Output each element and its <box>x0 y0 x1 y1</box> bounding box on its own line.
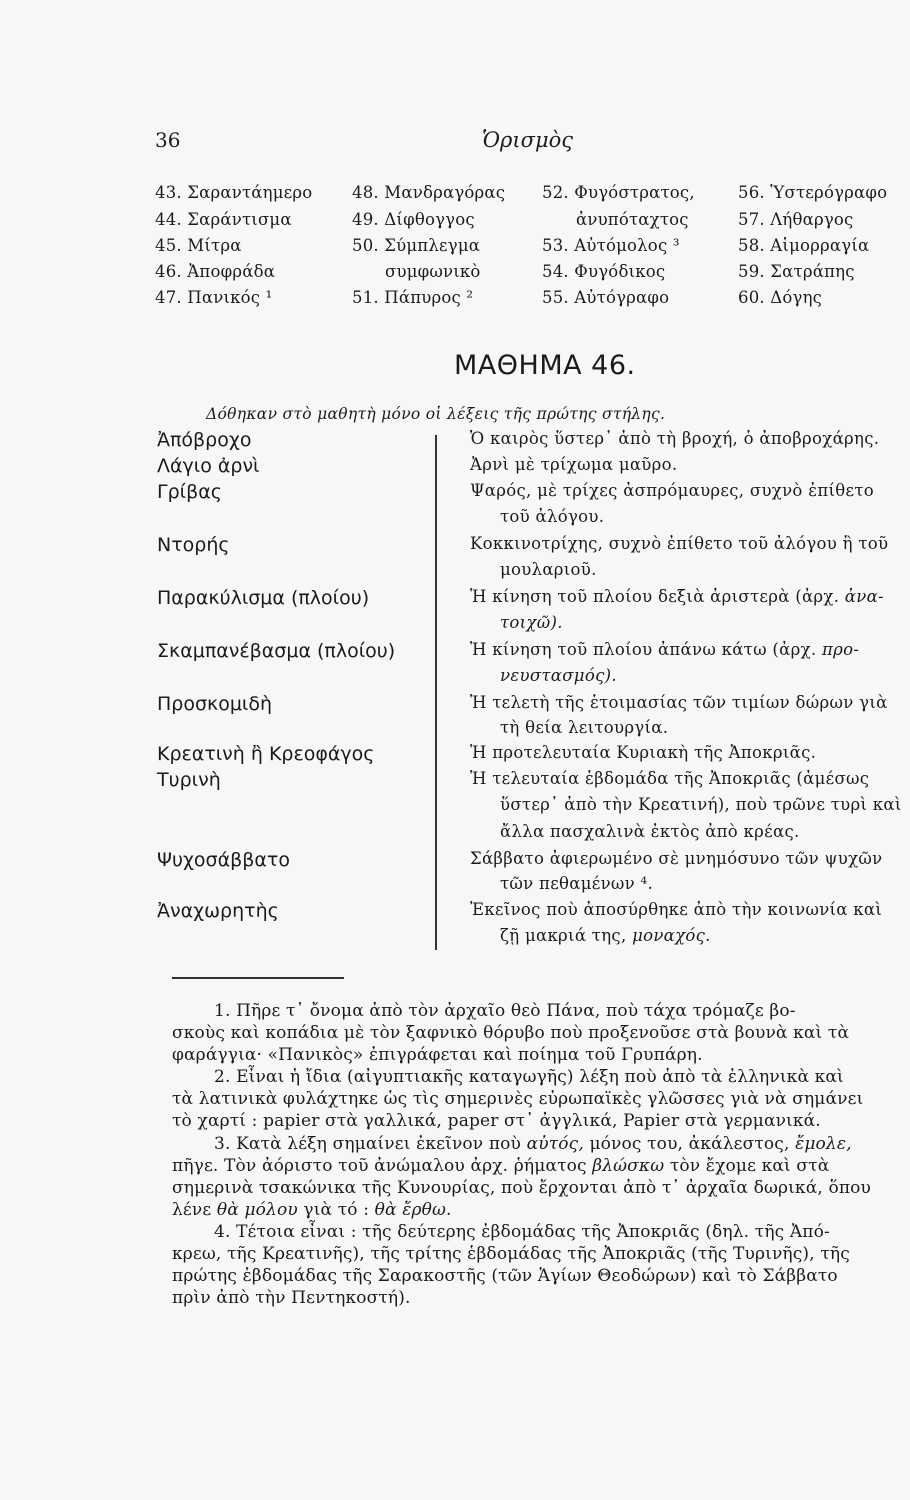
footnote-line: σκοὺς καὶ κοπάδια μὲ τὸν ξαφνικὸ θόρυβο ποὺ προξενοῦσε στὰ βουνὰ καὶ τὰ <box>172 1023 850 1043</box>
term: Κρεατινὴ ἢ Κρεοφάγος <box>157 743 375 765</box>
definition-italic: προ- <box>821 640 860 659</box>
definition-line: τοῦ ἀλόγου. <box>500 507 605 526</box>
footnote-rule <box>172 977 344 979</box>
definition-line: Ἡ προτελευταία Κυριακὴ τῆς Ἀποκριᾶς. <box>470 743 817 762</box>
definition-line: τοιχῶ). <box>500 613 563 632</box>
word-list-item: 55. Αὐτόγραφο <box>542 288 670 307</box>
lesson-instruction: Δόθηκαν στὸ μαθητὴ μόνο οἱ λέξεις τῆς πρώτης στήλης. <box>206 405 666 423</box>
term: Γρίβας <box>157 481 222 503</box>
word-list-item: συμφωνικὸ <box>385 262 481 281</box>
word-list-item: 43. Σαραντάημερο <box>155 183 313 202</box>
word-list-item: 47. Πανικός ¹ <box>155 288 273 307</box>
lesson-title: ΜΑΘΗΜΑ 46. <box>454 350 636 381</box>
definition-line: νευστασμός). <box>500 666 617 685</box>
column-divider <box>435 435 437 950</box>
definition-line: τῶν πεθαμένων ⁴. <box>500 874 654 893</box>
footnote-line: 3. Κατὰ λέξη σημαίνει ἐκεῖνον ποὺ αὐτός, μόνος του, ἀκάλεστος, ἔμολε, <box>214 1134 852 1154</box>
word-list-item: 60. Δόγης <box>738 288 823 307</box>
word-list-item: 48. Μανδραγόρας <box>352 183 506 202</box>
running-title: Ὁρισμὸς <box>482 128 574 152</box>
definition-line: Ἐκεῖνος ποὺ ἀποσύρθηκε ἀπὸ τὴν κοινωνία καὶ <box>470 900 883 919</box>
term: Προσκομιδὴ <box>157 693 273 715</box>
definition-line: Κοκκινοτρίχης, συχνὸ ἐπίθετο τοῦ ἀλόγου ἢ τοῦ <box>470 534 889 553</box>
word-list-item: 51. Πάπυρος ² <box>352 288 474 307</box>
term: Ἀπόβροχο <box>157 429 252 451</box>
term: Σκαμπανέβασμα (πλοίου) <box>157 640 396 662</box>
footnote-line: 1. Πῆρε τ᾽ ὄνομα ἀπὸ τὸν ἀρχαῖο θεὸ Πάνα, ποὺ τάχα τρόμαζε βο- <box>214 1001 796 1021</box>
page-number: 36 <box>155 128 181 152</box>
term: Λάγιο ἀρνὶ <box>157 455 260 477</box>
footnote-line: τὰ λατινικὰ φυλάχτηκε ὡς τὶς σημερινὲς εὐρωπαϊκὲς γλῶσσες γιὰ νὰ σημάνει <box>172 1089 864 1109</box>
definition-line: Ἡ τελετὴ τῆς ἑτοιμασίας τῶν τιμίων δώρων γιὰ <box>470 693 888 712</box>
word-list-item: 56. Ὑστερόγραφο <box>738 183 888 202</box>
footnote-line: κρεω, τῆς Κρεατινῆς), τῆς τρίτης ἑβδομάδας τῆς Ἀποκριᾶς (τῆς Τυρινῆς), τῆς <box>172 1244 850 1264</box>
footnote-line: πρώτης ἑβδομάδας τῆς Σαρακοστῆς (τῶν Ἁγίων Θεοδώρων) καὶ τὸ Σάββατο <box>172 1266 838 1286</box>
word-list-item: 50. Σύμπλεγμα <box>352 236 481 255</box>
footnote-line: τὸ χαρτί : papier στὰ γαλλικά, paper στ᾽ ἀγγλικά, Papier στὰ γερμανικά. <box>172 1111 821 1131</box>
footnote-line: φαράγγια· «Πανικὸς» ἐπιγράφεται καὶ ποίημα τοῦ Γρυπάρη. <box>172 1045 703 1065</box>
footnote-line: λένε θὰ μόλου γιὰ τό : θὰ ἔρθω. <box>172 1200 452 1220</box>
term: Τυρινὴ <box>157 769 221 791</box>
word-list-item: 44. Σαράντισμα <box>155 210 292 229</box>
definition-line: ζῇ μακριά της, μοναχός. <box>500 926 711 945</box>
word-list-item: 54. Φυγόδικος <box>542 262 666 281</box>
definition-line: ὕστερ᾽ ἀπὸ τὴν Κρεατινή), ποὺ τρῶνε τυρὶ καὶ <box>500 795 902 814</box>
word-list-item: 57. Λήθαργος <box>738 210 854 229</box>
definition-line: μουλαριοῦ. <box>500 560 597 579</box>
definition-line: Σάββατο ἀφιερωμένο σὲ μνημόσυνο τῶν ψυχῶν <box>470 849 883 868</box>
definition-line: Ἡ κίνηση τοῦ πλοίου δεξιὰ ἀριστερὰ (ἀρχ. ἀνα- <box>470 587 884 606</box>
footnote-line: 2. Εἶναι ἡ ἴδια (αἰγυπτιακῆς καταγωγῆς) λέξη ποὺ ἀπὸ τὰ ἑλληνικὰ καὶ <box>214 1067 844 1087</box>
definition-line: Ἡ κίνηση τοῦ πλοίου ἀπάνω κάτω (ἀρχ. προ- <box>470 640 860 659</box>
term: Παρακύλισμα (πλοίου) <box>157 587 370 609</box>
word-list-item: ἀνυπόταχτος <box>576 210 689 229</box>
word-list-item: 46. Ἀποφράδα <box>155 262 276 281</box>
word-list-item: 58. Αἱμορραγία <box>738 236 870 255</box>
word-list-item: 53. Αὐτόμολος ³ <box>542 236 680 255</box>
footnote-line: πρὶν ἀπὸ τὴν Πεντηκοστή). <box>172 1288 411 1308</box>
definition-line: Ὁ καιρὸς ὕστερ᾽ ἀπὸ τὴ βροχή, ὁ ἀποβροχάρης. <box>470 429 880 448</box>
word-list-item: 52. Φυγόστρατος, <box>542 183 695 202</box>
definition-line: Ἡ τελευταία ἑβδομάδα τῆς Ἀποκριᾶς (ἀμέσως <box>470 769 870 788</box>
definition-italic: ἀνα- <box>844 587 884 606</box>
footnote-line: 4. Τέτοια εἶναι : τῆς δεύτερης ἑβδομάδας τῆς Ἀποκριᾶς (δηλ. τῆς Ἀπό- <box>214 1222 830 1242</box>
definition-line: Ψαρός, μὲ τρίχες ἀσπρόμαυρες, συχνὸ ἐπίθετο <box>470 481 875 500</box>
term: Ψυχοσάββατο <box>157 849 290 871</box>
word-list-item: 59. Σατράπης <box>738 262 855 281</box>
word-list-item: 49. Δίφθογγος <box>352 210 475 229</box>
footnote-line: σημερινὰ τσακώνικα τῆς Κυνουρίας, ποὺ ἔρχονται ἀπὸ τ᾽ ἀρχαῖα δωρικά, ὅπου <box>172 1178 872 1198</box>
definition-line: τὴ θεία λειτουργία. <box>500 718 669 737</box>
definition-line: ἄλλα πασχαλινὰ ἐκτὸς ἀπὸ κρέας. <box>500 822 800 841</box>
footnote-line: πῆγε. Τὸν ἀόριστο τοῦ ἀνώμαλου ἀρχ. ῥήματος βλώσκω τὸν ἔχομε καὶ στὰ <box>172 1156 830 1176</box>
word-list-item: 45. Μίτρα <box>155 236 242 255</box>
term: Ντορής <box>157 534 230 556</box>
term: Ἀναχωρητὴς <box>157 900 279 922</box>
definition-line: Ἀρνὶ μὲ τρίχωμα μαῦρο. <box>470 455 678 474</box>
